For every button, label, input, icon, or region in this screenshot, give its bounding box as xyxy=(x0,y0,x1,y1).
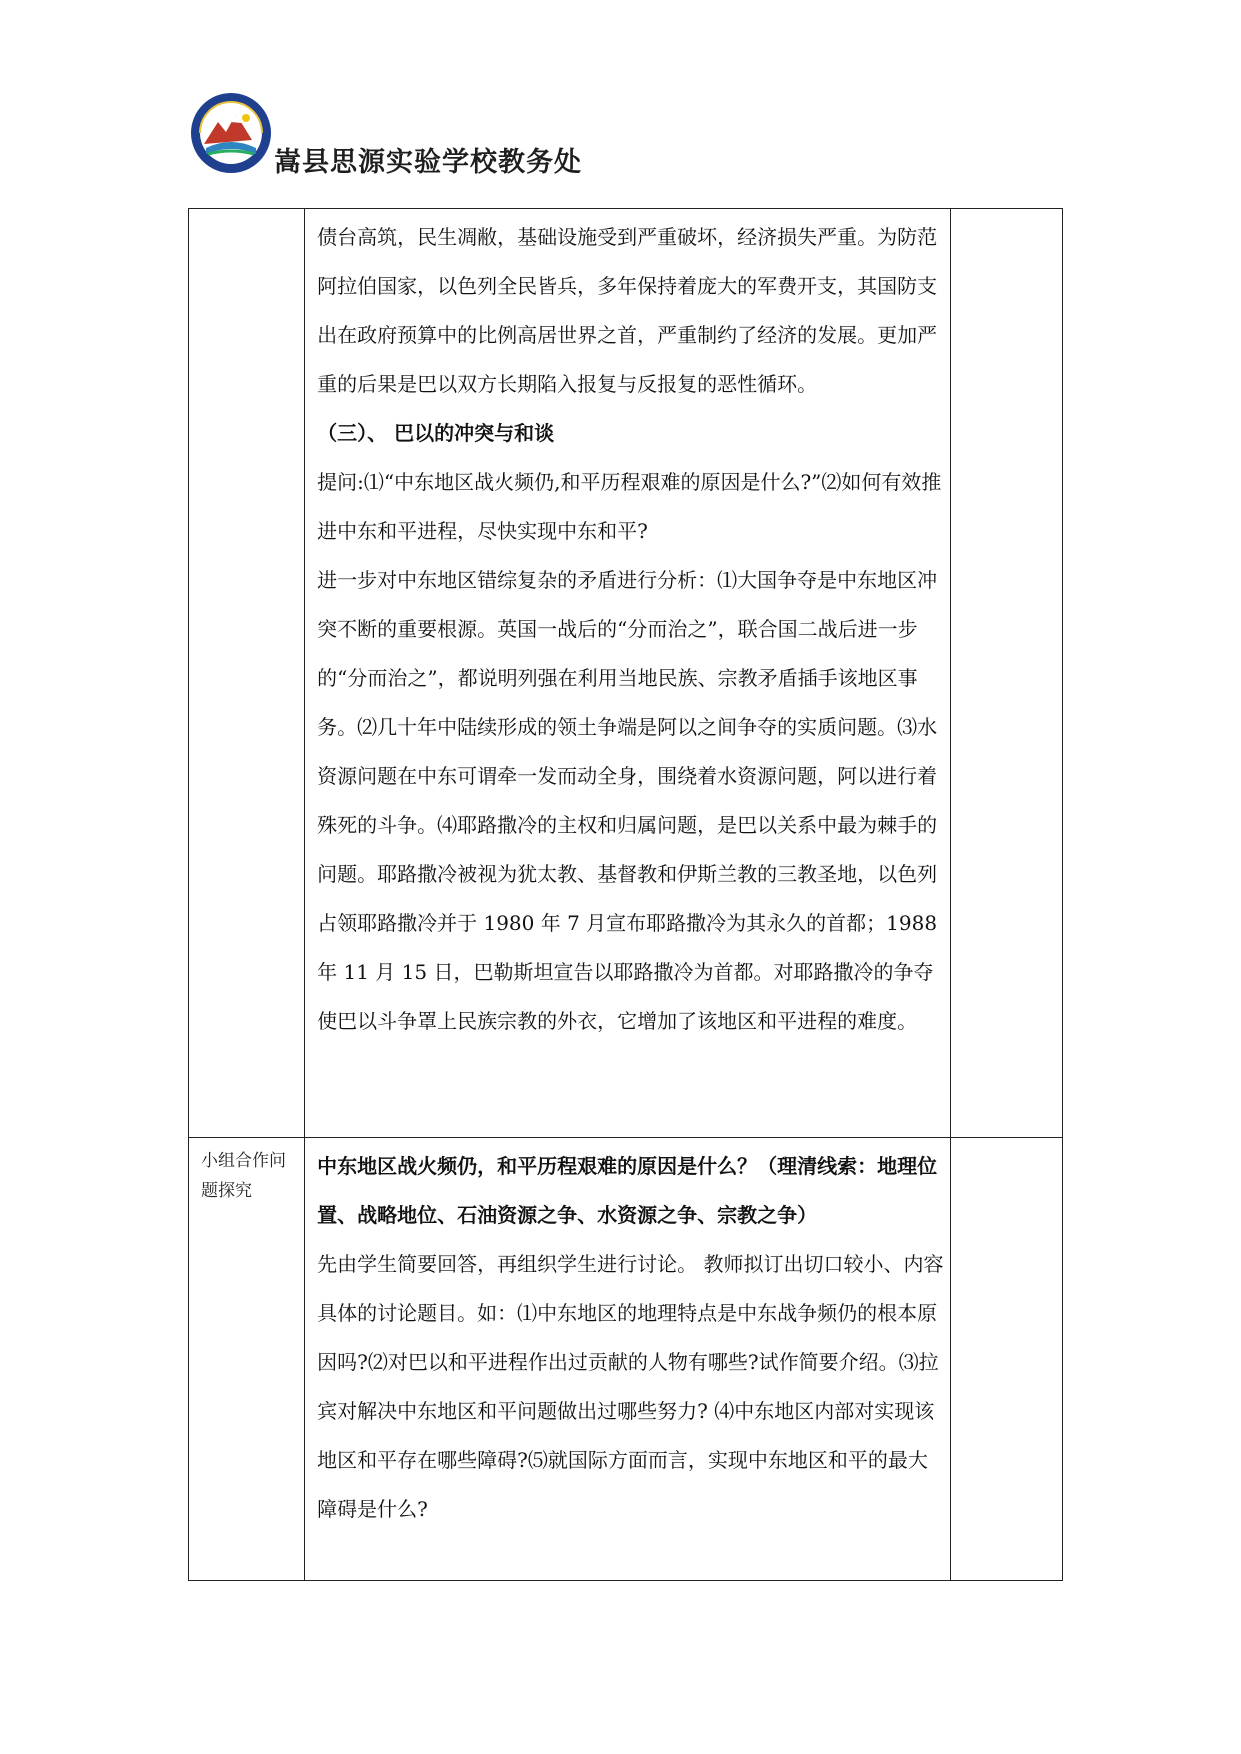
row-label-cell xyxy=(189,1138,305,1581)
page-header xyxy=(190,92,610,182)
section-heading: （三）、 巴以的冲突与和谈 xyxy=(317,421,555,445)
school-office-title: 嵩县思源实验学校教务处 xyxy=(274,147,582,178)
analysis-text: 进一步对中东地区错综复杂的矛盾进行分析：⑴大国争夺是中东地区冲突不断的重要根源。英国一战后的“分而治之”，联合国二战后进一步的“分而治之”，都说明列强在利用当地民族、宗教矛盾插手该地区事务。⑵几十年中陆续形成的领土争端是阿以之间争夺的实质问题。⑶水资源问题在中东可谓牵一发而动全身，围绕着水资源问题，阿以进行着殊死的斗争。⑷耶路撒冷的主权和归属问题，是巴以关系中最为棘手的问题。耶路撒冷被视为犹太教、基督教和伊斯兰教的三教圣地，以色列占领耶路撒冷并于 1980 年 7 月宣布耶路撒冷为其永久的首都；1988 年 11 月 15 日，巴勒斯坦宣告以耶路撒冷为首都。对耶路撒冷的争夺使巴以斗争罩上民族宗教的外衣，它增加了该地区和平进程的难度。 xyxy=(317,568,938,1033)
discussion-text: 先由学生简要回答，再组织学生进行讨论。 教师拟订出切口较小、内容具体的讨论题目。如：⑴中东地区的地理特点是中东战争频仍的根本原因吗?⑵对巴以和平进程作出过贡献的人物有哪些?试作简要介绍。⑶拉宾对解决中东地区和平问题做出过哪些努力? ⑷中东地区内部对实现该地区和平存在哪些障碍?⑸就国际方面而言，实现中东地区和平的最大障碍是什么? xyxy=(317,1252,944,1521)
school-logo xyxy=(190,92,272,174)
note-cell xyxy=(950,1138,1062,1581)
table-row xyxy=(189,1138,1063,1581)
paragraph: 债台高筑，民生凋敝，基础设施受到严重破坏，经济损失严重。为防范阿拉伯国家，以色列全民皆兵，多年保持着庞大的军费开支，其国防支出在政府预算中的比例高居世界之首，严重制约了经济的发展。更加严重的后果是巴以双方长期陷入报复与反报复的恶性循环。 xyxy=(317,225,938,396)
row-label: 小组合作问题探究 xyxy=(201,1151,286,1201)
row-label-cell xyxy=(189,209,305,1138)
table-row xyxy=(189,209,1063,1138)
lesson-table xyxy=(188,208,1063,1581)
question-text: 提问:⑴“中东地区战火频仍,和平历程艰难的原因是什么?”⑵如何有效推进中东和平进程，尽快实现中东和平? xyxy=(317,470,942,543)
row-label xyxy=(189,209,304,217)
content-cell xyxy=(305,209,951,1138)
bold-question: 中东地区战火频仍，和平历程艰难的原因是什么？（理清线索：地理位置、战略地位、石油资源之争、水资源之争、宗教之争） xyxy=(317,1154,938,1227)
note-cell xyxy=(950,209,1062,1138)
content-cell xyxy=(305,1138,951,1581)
